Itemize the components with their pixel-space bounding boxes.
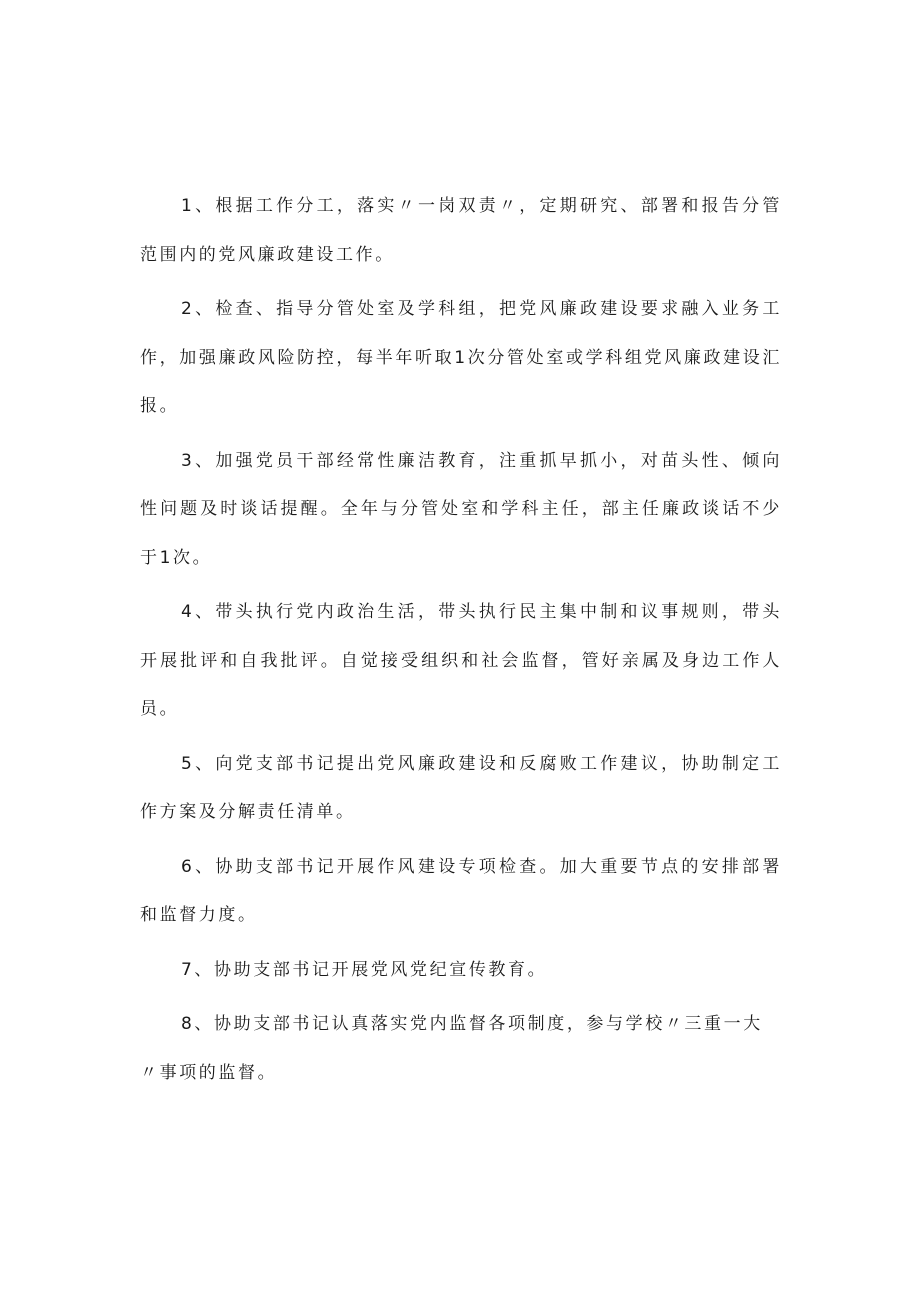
paragraph-4: 4、带头执行党内政治生活，带头执行民主集中制和议事规则，带头开展批评和自我批评。自觉接受组织和社会监督，管好亲属及身边工作人员。 [140, 602, 782, 719]
paragraph-7: 7、协助支部书记开展党风党纪宣传教育。 [181, 959, 548, 980]
paragraph-2: 2、检查、指导分管处室及学科组，把党风廉政建设要求融入业务工作，加强廉政风险防控，每半年听取1次分管处室或学科组党风廉政建设汇报。 [140, 299, 782, 416]
paragraph-8: 8、协助支部书记认真落实党内监督各项制度，参与学校〃三重一大〃事项的监督。 [140, 1014, 763, 1083]
paragraph-1: 1、根据工作分工，落实〃一岗双责〃，定期研究、部署和报告分管范围内的党风廉政建设工作。 [140, 196, 782, 265]
document-body [140, 182, 782, 1103]
paragraph-6: 6、协助支部书记开展作风建设专项检查。加大重要节点的安排部署和监督力度。 [140, 856, 782, 925]
paragraph-3: 3、加强党员干部经常性廉洁教育，注重抓早抓小，对苗头性、倾向性问题及时谈话提醒。全年与分管处室和学科主任，部主任廉政谈话不少于1次。 [140, 450, 782, 568]
paragraph-5: 5、向党支部书记提出党风廉政建设和反腐败工作建议，协助制定工作方案及分解责任清单。 [140, 753, 782, 822]
